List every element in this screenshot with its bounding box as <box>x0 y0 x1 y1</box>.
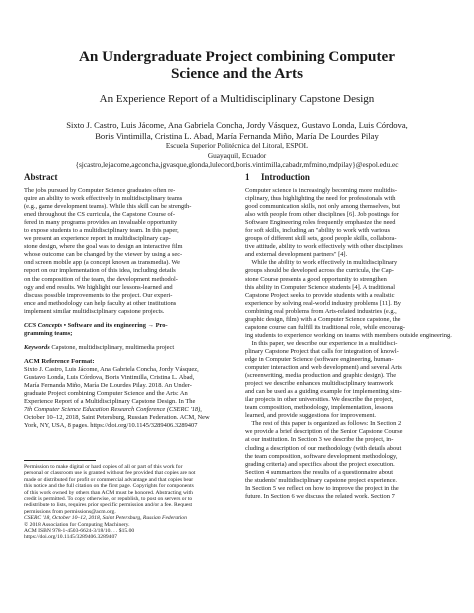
intro-line: edge in Computer Science (software engineering, human- <box>245 355 394 363</box>
keywords-label: Keywords <box>24 343 50 351</box>
intro-line: we provide a brief description of the Senior Capstone Course <box>245 428 403 436</box>
intro-line: for soft skills, including an "ability to work with various <box>245 227 390 235</box>
intro-line: the team composition, software development methodology, <box>245 452 398 460</box>
intro-line: tive attitude, ability to work effectively with other disciplines <box>245 243 403 251</box>
authors-line: Sixto J. Castro, Luis Jácome, Ana Gabriela Concha, Jordy Vásquez, Gustavo Londa, Luis Córdova, <box>66 120 408 130</box>
intro-line: plinary Capstone Project that calls for integration of knowl- <box>245 347 399 355</box>
section-number: 1 <box>245 172 250 182</box>
intro-line: cluding a description of our methodology (with details about <box>245 444 402 452</box>
reference-line: Gustavo Londa, Luis Córdova, Boris Vintimilla, Cristina L. Abad, <box>24 373 195 381</box>
intro-line: In Section 5 we reflect on how to improve the project in the <box>245 484 399 492</box>
abstract-line: ence and methodology can help faculty at other institutions <box>24 299 177 307</box>
footnote-line: https://doi.org/10.1145/3289406.3289407 <box>24 534 118 541</box>
abstract-line: we present an experience report in multidisciplinary cap- <box>24 235 171 243</box>
intro-line: grading criteria) and specifics about the project execution. <box>245 460 395 468</box>
abstract-body <box>24 187 230 316</box>
footnote-line: ACM ISBN 978-1-4503-6624-3/18/10. . . $15.00 <box>24 528 135 535</box>
intro-line: team composition, methodology, implementation, lessons <box>245 404 394 412</box>
author-block <box>20 120 454 170</box>
abstract-line: on the composition of the team, the development methodol- <box>24 275 178 283</box>
right-column <box>245 172 452 501</box>
intro-line: and can be used as a guiding example for implementing sim- <box>245 388 402 396</box>
reference-line: María Fernanda Miño, María De Lourdes Pilay. 2018. An Under- <box>24 382 192 390</box>
abstract-line: report on our implementation of this idea, including details <box>24 267 176 275</box>
abstract-heading: Abstract <box>24 172 58 182</box>
paper-subtitle: An Experience Report of a Multidisciplinary Capstone Design <box>99 93 375 105</box>
footnote-line: CSERC '18, October 10–12, 2018, Saint Petersburg, Russian Federation <box>24 515 187 522</box>
intro-line: computer interaction and web development) and several Arts <box>245 364 402 372</box>
abstract-line: (e.g., game development teams). While this skill can be strength- <box>24 203 192 211</box>
reference-line: Experience Report of a Multidisciplinary Capstone Design. In The <box>24 398 196 406</box>
intro-line: this ability in Computer Science students [4]. A traditional <box>245 283 396 291</box>
intro-line: experience by solving real-world industry problems [11]. By <box>245 299 402 307</box>
acm-reference <box>24 358 230 430</box>
intro-line: The rest of this paper is organized as follows: In Section 2 <box>245 420 402 428</box>
section-heading <box>245 172 452 183</box>
intro-line: stone Course presents a good opportunity to strengthen <box>245 275 387 283</box>
reference-line: Sixto J. Castro, Luis Jácome, Ana Gabriela Concha, Jordy Vásquez, <box>24 365 199 373</box>
intro-line: future. In Section 6 we discuss the related work. Section 7 <box>245 492 395 500</box>
reference-line: York, NY, USA, 8 pages. https://doi.org/10.1145/3289406.3289407 <box>24 422 198 430</box>
footnote-line: personal or classroom use is granted without fee provided that copies are not <box>24 470 196 477</box>
intro-line: at our institution. In Section 3 we describe the project, in- <box>245 436 394 444</box>
intro-line: Computer science is increasingly becoming more multidis- <box>245 187 397 194</box>
affiliation: Escuela Superior Politécnica del Litoral, ESPOL <box>165 141 309 151</box>
abstract-line: ened throughout the CS curricula, the Capstone Course of- <box>24 211 176 219</box>
intro-line: graphic design, film) with a Computer Science capstone, the <box>245 315 401 323</box>
intro-line: groups of different skill sets, good people skills, collabora- <box>245 235 397 243</box>
title-line: An Undergraduate Project combining Computer <box>78 48 396 65</box>
intro-line: capstone course can fulfill its traditional role, while encourag- <box>245 323 405 331</box>
paper-title <box>20 48 454 82</box>
abstract-line: stone design, where the goal was to design an interactive film <box>24 243 183 251</box>
intro-line: In this paper, we describe our experience in a multidisci- <box>245 339 398 347</box>
author-emails: {sjcastro,lejacome,agconcha,jgvasque,glonda,lulecord,boris.vintimilla,cabadr,mfmino,mdpilay}@espol.edu.ec <box>75 160 399 170</box>
abstract-line: The jobs pursued by Computer Science graduates often re- <box>24 187 176 194</box>
keywords-text: Capstone, multidisciplinary, multimedia project <box>51 343 175 351</box>
authors-line: Boris Vintimilla, Cristina L. Abad, María Fernanda Miño, María De Lourdes Pilay <box>95 130 379 141</box>
intro-line: ciplinary, thus highlighting the need for professionals with <box>245 195 396 203</box>
intro-line: ilar projects in other universities. We describe the project, <box>245 396 394 404</box>
footnote-line: made or distributed for profit or commercial advantage and that copies bear <box>24 476 194 483</box>
intro-line: and external development partners" [4]. <box>245 251 348 259</box>
reference-line: October 10–12, 2018, Saint Petersburg, Russian Federation. ACM, New <box>24 414 210 422</box>
abstract-line: quire an ability to work effectively in multidisciplinary teams <box>24 195 183 203</box>
intro-line: also with people from other disciplines [6]. Job postings for <box>245 211 399 219</box>
abstract-line: fered in many programs provides an invaluable opportunity <box>24 219 178 227</box>
intro-line: While the ability to work effectively in multidisciplinary <box>245 259 398 267</box>
intro-line: good communication skills, not only among themselves, but <box>245 203 401 211</box>
footnote-line: redistribute to lists, requires prior specific permission and/or a fee. Request <box>24 502 193 509</box>
abstract-line: ogy and end results. We highlight our lessons-learned and <box>24 283 173 291</box>
reference-heading: ACM Reference Format: <box>24 357 95 365</box>
left-column <box>24 172 230 430</box>
abstract-line: whose outcome can be changed by the viewer by using a sec- <box>24 251 183 259</box>
intro-line: combining real problems from Arts-related industries (e.g., <box>245 307 397 315</box>
location: Guayaquil, Ecuador <box>207 150 267 160</box>
intro-line: Software Engineering roles frequently emphasize the need <box>245 219 396 227</box>
keywords <box>24 344 230 352</box>
intro-line: Section 4 summarizes the results of a questionnaire about <box>245 468 394 476</box>
footnote-line: © 2018 Association for Computing Machinery. <box>24 521 130 528</box>
footnote-line: Permission to make digital or hard copies of all or part of this work for <box>24 464 183 470</box>
intro-line: (screenwriting, media production and graphic design). The <box>245 372 397 380</box>
ccs-text: gramming teams; <box>24 329 73 337</box>
intro-line: learned, and provide suggestions for improvement. <box>245 412 377 420</box>
intro-line: project we describe enhances multidisciplinary teamwork <box>245 380 394 388</box>
permission-footnote <box>24 464 230 541</box>
reference-line: graduate Project combining Computer Science and the Arts: An <box>24 390 188 398</box>
introduction-body <box>245 187 452 501</box>
intro-line: ing students to experience working on teams with members outside engineering. <box>245 331 452 339</box>
footnote-line: credit is permitted. To copy otherwise, or republish, to post on servers or to <box>24 496 193 503</box>
ccs-label: CCS Concepts <box>24 321 63 329</box>
intro-line: Capstone Project seeks to provide students with a realistic <box>245 291 395 299</box>
abstract-line: discuss possible improvements to the project. Our experi- <box>24 291 173 299</box>
abstract-line: implement similar multidisciplinary capstone projects. <box>24 307 165 315</box>
reference-line: 7th Computer Science Education Research Conference (CSERC '18), <box>24 406 202 414</box>
title-line: Science and the Arts <box>170 65 304 82</box>
footnote-line: permissions from permissions@acm.org. <box>24 508 116 515</box>
abstract-line: ond screen mobile app (a concept known as transmedia). We <box>24 259 180 267</box>
ccs-text: • Software and its engineering → Pro- <box>63 321 168 329</box>
section-title: Introduction <box>261 172 310 182</box>
footnote-line: this notice and the full citation on the first page. Copyrights for components <box>24 483 194 490</box>
intro-line: groups should be developed across the curricula, the Cap- <box>245 267 394 275</box>
ccs-concepts <box>24 322 230 338</box>
footnote-rule <box>24 460 96 461</box>
footnote-line: of this work owned by others than ACM must be honored. Abstracting with <box>24 489 193 496</box>
abstract-line: to expose students to a multidisciplinary team. In this paper, <box>24 227 179 235</box>
intro-line: the students' multidisciplinary capstone project experience. <box>245 476 398 484</box>
